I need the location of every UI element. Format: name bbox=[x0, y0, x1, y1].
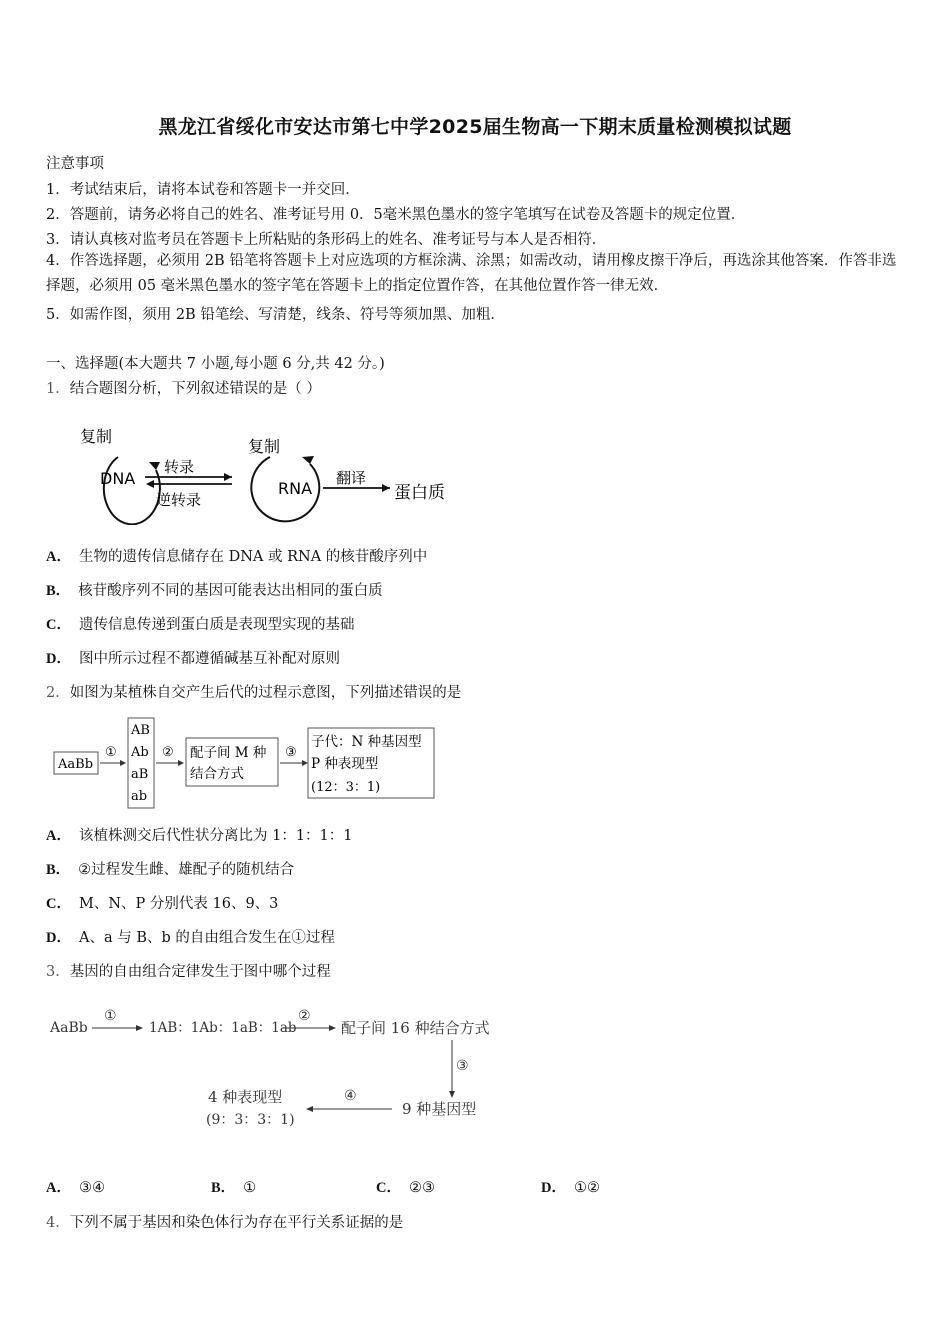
free-combination-diagram bbox=[46, 1000, 516, 1135]
question-number: 4． bbox=[46, 1215, 70, 1231]
question-3 bbox=[46, 960, 331, 981]
reverse-transcription-arrowhead bbox=[146, 480, 154, 488]
offspring-line-1: 子代：N 种基因型 bbox=[311, 734, 422, 750]
combination-label: 配子间 16 种结合方式 bbox=[341, 1019, 490, 1037]
option-label: A． bbox=[46, 828, 71, 844]
rna-replication-arrowhead bbox=[302, 456, 314, 464]
question-stem: 结合题图分析，下列叙述错误的是（ ） bbox=[69, 381, 321, 397]
option-label: B． bbox=[46, 583, 71, 599]
question-number: 3． bbox=[46, 964, 70, 980]
notice-item-4: 4．作答选择题，必须用 2B 铅笔将答题卡上对应选项的方框涂满、涂黑；如需改动，请用橡皮擦干净后，再选涂其他答案．作答非选择题，必须用 05 毫米黑色墨水的签字笔在答题卡上的指定位置作答，在其他位置作答一律无效． bbox=[46, 253, 897, 294]
option-text: M、N、P 分别代表 16、9、3 bbox=[78, 896, 279, 912]
option-text: ① bbox=[243, 1180, 257, 1196]
option-label: C． bbox=[46, 617, 71, 633]
step4-label: ④ bbox=[344, 1088, 357, 1104]
option-label: B． bbox=[211, 1180, 236, 1196]
dna-replication-loop bbox=[104, 457, 160, 524]
phenotypes-line-2: (9：3：3：1) bbox=[206, 1112, 295, 1128]
option-label: D． bbox=[46, 930, 71, 946]
phenotypes-line-1: 4 种表现型 bbox=[208, 1088, 283, 1106]
option-label: A． bbox=[46, 1180, 71, 1196]
option-label: D． bbox=[541, 1180, 566, 1196]
notice-item-5: 5．如需作图，须用 2B 铅笔绘、写清楚，线条、符号等须加黑、加粗． bbox=[46, 307, 505, 323]
step2-label: ② bbox=[162, 745, 174, 760]
dna-replication-label: 复制 bbox=[80, 427, 113, 446]
step3-arrowhead bbox=[449, 1091, 455, 1098]
gametes-ratio: 1AB：1Ab：1aB：1ab bbox=[149, 1020, 297, 1036]
q2-option-d[interactable] bbox=[46, 926, 335, 947]
option-label: A． bbox=[46, 549, 71, 565]
step4-arrowhead bbox=[306, 1106, 313, 1112]
option-text: 核苷酸序列不同的基因可能表达出相同的蛋白质 bbox=[78, 583, 383, 599]
step3-arrowhead bbox=[302, 760, 308, 766]
step3-label: ③ bbox=[456, 1058, 469, 1074]
question-stem: 下列不属于基因和染色体行为存在平行关系证据的是 bbox=[69, 1215, 404, 1231]
option-label: B． bbox=[46, 862, 71, 878]
step1-arrowhead bbox=[120, 760, 126, 766]
option-label: C． bbox=[46, 896, 71, 912]
notice-item-2: 2．答题前，请务必将自己的姓名、准考证号用 0．5毫米黑色墨水的签字笔填写在试卷及答题卡的规定位置． bbox=[46, 207, 746, 223]
section-heading: 一、选择题(本大题共 7 小题,每小题 6 分,共 42 分。) bbox=[46, 356, 385, 372]
option-text: 生物的遗传信息储存在 DNA 或 RNA 的核苷酸序列中 bbox=[78, 549, 428, 565]
step3-label: ③ bbox=[285, 745, 297, 760]
option-label: C． bbox=[376, 1180, 401, 1196]
combination-line-1: 配子间 M 种 bbox=[190, 745, 267, 761]
offspring-line-2: P 种表现型 bbox=[311, 756, 379, 772]
dna-label: DNA bbox=[100, 469, 136, 488]
transcription-arrowhead bbox=[224, 473, 232, 481]
parent-label: AaBb bbox=[50, 1020, 88, 1036]
step2-label: ② bbox=[298, 1008, 311, 1024]
q1-option-d[interactable] bbox=[46, 647, 340, 668]
gamete-ab-mixed-2: aB bbox=[131, 767, 149, 782]
question-stem: 基因的自由组合定律发生于图中哪个过程 bbox=[69, 964, 331, 980]
question-number: 1． bbox=[46, 381, 70, 397]
genotypes-label: 9 种基因型 bbox=[402, 1100, 477, 1118]
option-text: ③④ bbox=[78, 1180, 105, 1196]
notice-heading: 注意事项 bbox=[46, 156, 104, 172]
reverse-transcription-label: 逆转录 bbox=[156, 491, 202, 509]
option-text: ②③ bbox=[408, 1180, 435, 1196]
option-text: 该植株测交后代性状分离比为 1：1：1：1 bbox=[78, 828, 353, 844]
translation-label: 翻译 bbox=[336, 469, 367, 487]
notice-item-1: 1．考试结束后，请将本试卷和答题卡一并交回． bbox=[46, 182, 360, 198]
q3-option-a[interactable] bbox=[46, 1176, 105, 1197]
question-number: 2． bbox=[46, 685, 70, 701]
question-stem: 如图为某植株自交产生后代的过程示意图，下列描述错误的是 bbox=[69, 685, 462, 701]
q2-option-c[interactable] bbox=[46, 892, 278, 913]
gamete-ab-lower: ab bbox=[131, 789, 148, 804]
q2-option-b[interactable] bbox=[46, 858, 294, 879]
step1-arrowhead bbox=[136, 1025, 143, 1031]
option-text: ①② bbox=[573, 1180, 600, 1196]
option-text: 图中所示过程不都遵循碱基互补配对原则 bbox=[78, 651, 340, 667]
step1-label: ① bbox=[105, 745, 117, 760]
step2-arrowhead bbox=[329, 1025, 336, 1031]
rna-replication-label: 复制 bbox=[248, 437, 281, 456]
gamete-ab-mixed: Ab bbox=[131, 745, 149, 760]
rna-label: RNA bbox=[278, 479, 313, 498]
notice-item-3: 3．请认真核对监考员在答题卡上所粘贴的条形码上的姓名、准考证号与本人是否相符． bbox=[46, 232, 607, 248]
question-2 bbox=[46, 681, 461, 702]
question-4 bbox=[46, 1211, 403, 1232]
q1-option-a[interactable] bbox=[46, 545, 427, 566]
question-1 bbox=[46, 377, 321, 398]
page-title: 黑龙江省绥化市安达市第七中学2025届生物高一下期末质量检测模拟试题 bbox=[158, 116, 792, 138]
parent-label: AaBb bbox=[58, 757, 94, 772]
offspring-line-3: (12：3：1) bbox=[311, 780, 381, 795]
protein-label: 蛋白质 bbox=[394, 483, 445, 503]
central-dogma-diagram bbox=[60, 420, 460, 525]
step2-arrowhead bbox=[178, 760, 184, 766]
translation-arrowhead bbox=[382, 484, 390, 492]
option-text: 遗传信息传递到蛋白质是表现型实现的基础 bbox=[78, 617, 355, 633]
option-text: ②过程发生雌、雄配子的随机结合 bbox=[78, 862, 295, 878]
q3-option-c[interactable] bbox=[376, 1176, 435, 1197]
self-cross-diagram bbox=[50, 714, 440, 812]
q3-option-b[interactable] bbox=[211, 1176, 256, 1197]
combination-line-2: 结合方式 bbox=[190, 766, 244, 782]
q3-option-d[interactable] bbox=[541, 1176, 600, 1197]
option-label: D． bbox=[46, 651, 71, 667]
dna-replication-arrowhead bbox=[149, 462, 160, 470]
option-text: A、a 与 B、b 的自由组合发生在①过程 bbox=[78, 930, 335, 946]
transcription-label: 转录 bbox=[164, 458, 195, 476]
q1-option-b[interactable] bbox=[46, 579, 383, 600]
q2-option-a[interactable] bbox=[46, 824, 353, 845]
gamete-ab-upper: AB bbox=[131, 723, 150, 738]
q1-option-c[interactable] bbox=[46, 613, 354, 634]
step1-label: ① bbox=[104, 1008, 117, 1024]
